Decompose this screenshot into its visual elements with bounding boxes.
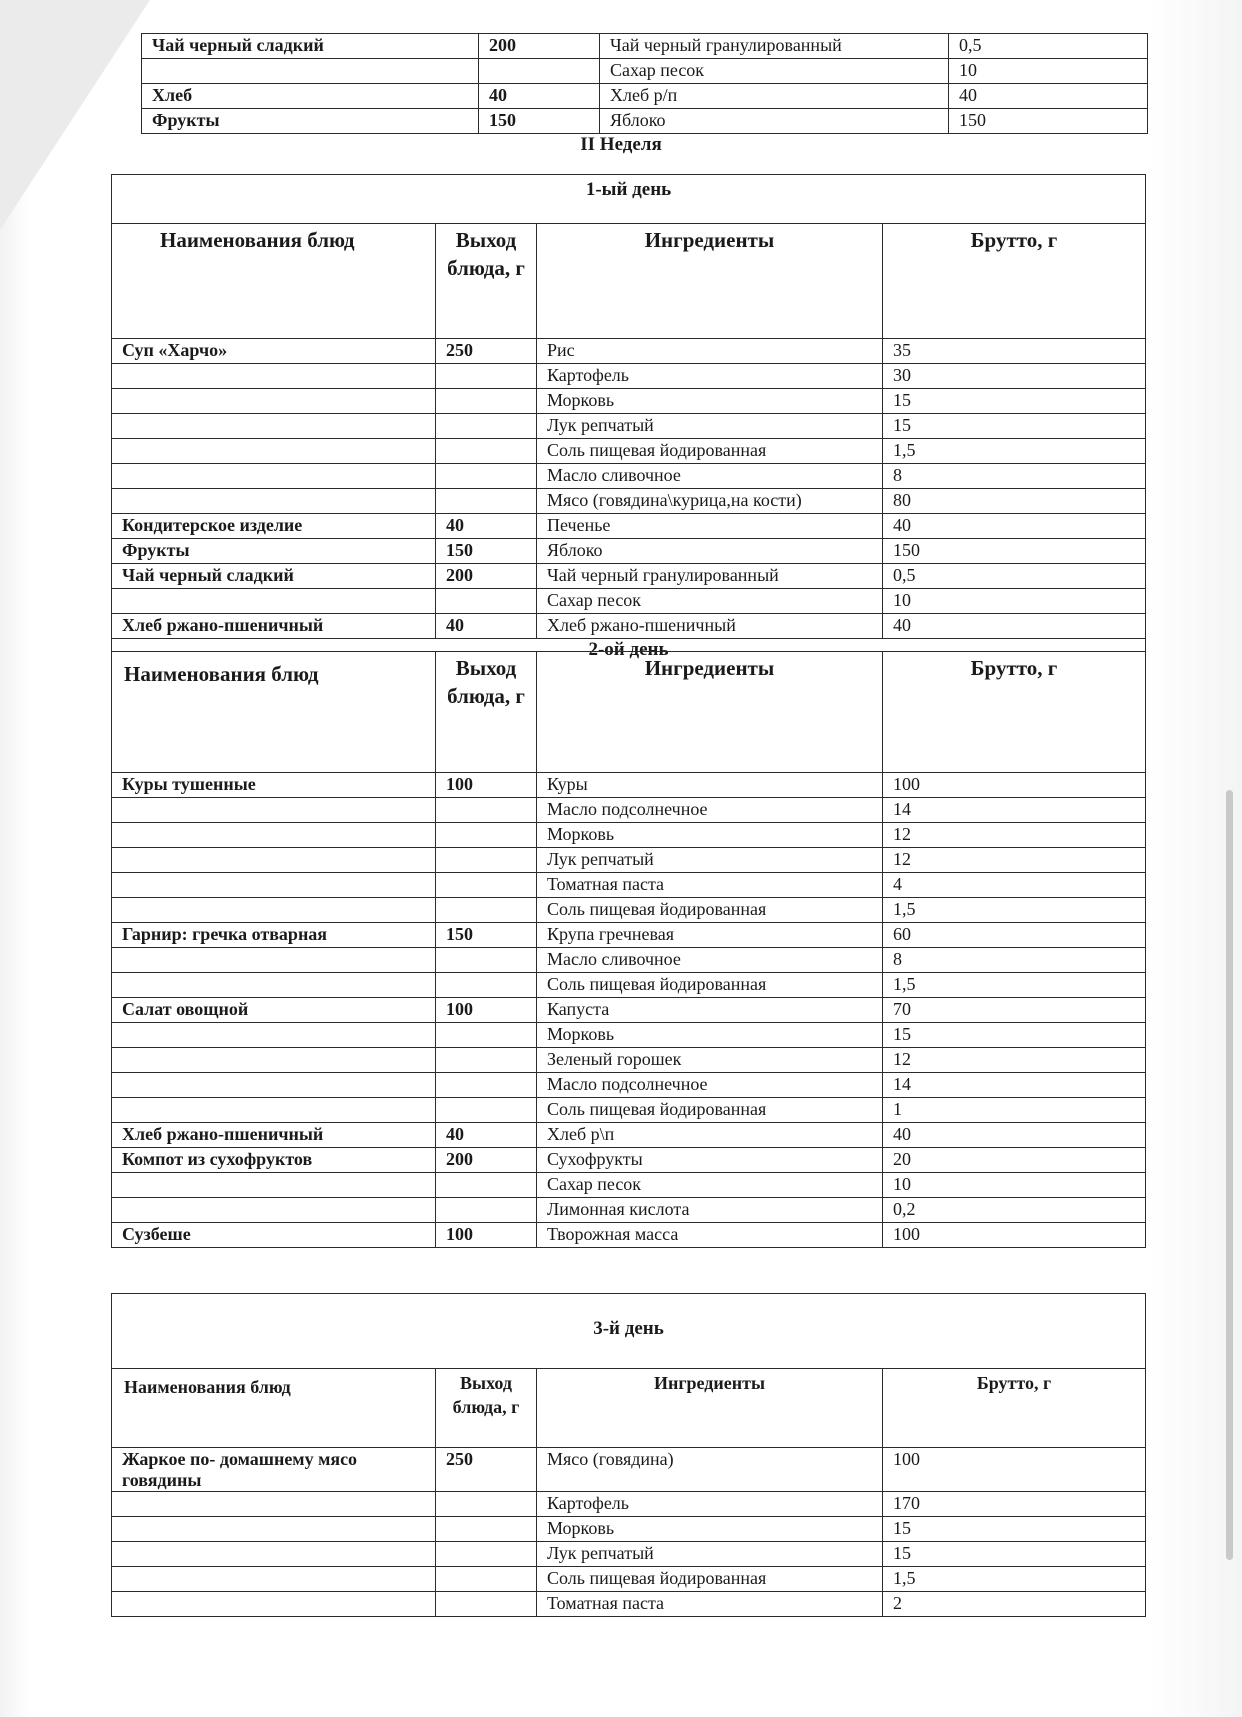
header-yield: Выход блюда, г xyxy=(436,224,537,339)
dish-cell: Компот из сухофруктов xyxy=(112,1148,436,1173)
gross-cell: 8 xyxy=(883,948,1146,973)
dish-cell: Хлеб ржано-пшеничный xyxy=(112,1123,436,1148)
dish-cell xyxy=(112,1517,436,1542)
day-1-table xyxy=(111,174,1146,669)
dish-cell xyxy=(112,1492,436,1517)
yield-cell xyxy=(436,364,537,389)
ingredient-cell: Хлеб р/п xyxy=(600,84,949,109)
table-row xyxy=(112,489,1146,514)
dish-cell: Жаркое по- домашнему мясо говядины xyxy=(112,1448,436,1492)
day-title: 2-ой день xyxy=(112,639,1146,670)
gross-cell: 20 xyxy=(883,1148,1146,1173)
yield-cell: 200 xyxy=(436,1148,537,1173)
yield-cell xyxy=(436,1198,537,1223)
table-row xyxy=(142,34,1148,59)
table-row xyxy=(112,1098,1146,1123)
ingredient-cell: Соль пищевая йодированная xyxy=(537,898,883,923)
yield-cell xyxy=(436,464,537,489)
gross-cell: 12 xyxy=(883,1048,1146,1073)
table-row xyxy=(112,948,1146,973)
table-row xyxy=(112,1517,1146,1542)
table-row xyxy=(112,614,1146,639)
yield-cell xyxy=(436,439,537,464)
yield-cell: 250 xyxy=(436,339,537,364)
yield-cell xyxy=(436,1517,537,1542)
table-row xyxy=(112,1048,1146,1073)
ingredient-cell: Хлеб р\п xyxy=(537,1123,883,1148)
table-row xyxy=(112,1198,1146,1223)
table-row xyxy=(112,514,1146,539)
yield-cell: 40 xyxy=(436,614,537,639)
gross-cell: 15 xyxy=(883,1542,1146,1567)
carryover-table xyxy=(141,33,1148,134)
day-title: 1-ый день xyxy=(112,175,1146,224)
gross-cell: 14 xyxy=(883,1073,1146,1098)
yield-cell: 150 xyxy=(479,109,600,134)
dish-cell xyxy=(112,1567,436,1592)
yield-cell: 40 xyxy=(436,514,537,539)
ingredient-cell: Зеленый горошек xyxy=(537,1048,883,1073)
ingredient-cell: Масло сливочное xyxy=(537,948,883,973)
dish-cell: Хлеб xyxy=(142,84,479,109)
ingredient-cell: Сахар песок xyxy=(600,59,949,84)
yield-cell: 40 xyxy=(479,84,600,109)
dish-cell: Салат овощной xyxy=(112,998,436,1023)
gross-cell: 60 xyxy=(883,923,1146,948)
yield-cell xyxy=(436,589,537,614)
dish-cell: Кондитерское изделие xyxy=(112,514,436,539)
ingredient-cell: Сахар песок xyxy=(537,1173,883,1198)
ingredient-cell: Морковь xyxy=(537,1023,883,1048)
table-row xyxy=(112,439,1146,464)
ingredient-cell: Масло сливочное xyxy=(537,464,883,489)
gross-cell: 30 xyxy=(883,364,1146,389)
day-3-table xyxy=(111,1293,1146,1617)
gross-cell: 10 xyxy=(883,1173,1146,1198)
table-row xyxy=(112,464,1146,489)
dish-cell xyxy=(112,1048,436,1073)
gross-cell: 100 xyxy=(883,773,1146,798)
ingredient-cell: Яблоко xyxy=(600,109,949,134)
yield-cell: 250 xyxy=(436,1448,537,1492)
dish-cell: Сузбеше xyxy=(112,1223,436,1248)
ingredient-cell: Мясо (говядина) xyxy=(537,1448,883,1492)
header-dish: Наименования блюд xyxy=(112,652,436,773)
gross-cell: 40 xyxy=(949,84,1148,109)
dish-cell xyxy=(112,1592,436,1617)
dish-cell: Чай черный сладкий xyxy=(142,34,479,59)
header-ingredients: Ингредиенты xyxy=(537,1369,883,1448)
dish-cell: Фрукты xyxy=(142,109,479,134)
gross-cell: 14 xyxy=(883,798,1146,823)
dish-cell: Фрукты xyxy=(112,539,436,564)
dish-cell xyxy=(112,1542,436,1567)
gross-cell: 15 xyxy=(883,414,1146,439)
gross-cell: 1,5 xyxy=(883,973,1146,998)
ingredient-cell: Сахар песок xyxy=(537,589,883,614)
table-row xyxy=(142,84,1148,109)
ingredient-cell: Соль пищевая йодированная xyxy=(537,1098,883,1123)
gross-cell: 4 xyxy=(883,873,1146,898)
yield-cell xyxy=(436,848,537,873)
dish-cell: Суп «Харчо» xyxy=(112,339,436,364)
gross-cell: 15 xyxy=(883,1023,1146,1048)
yield-cell: 200 xyxy=(436,564,537,589)
gross-cell: 15 xyxy=(883,1517,1146,1542)
header-yield: Выход блюда, г xyxy=(436,1369,537,1448)
yield-cell xyxy=(436,1098,537,1123)
gross-cell: 1 xyxy=(883,1098,1146,1123)
table-row xyxy=(112,998,1146,1023)
yield-cell xyxy=(436,1592,537,1617)
header-ingredients: Ингредиенты xyxy=(537,652,883,773)
ingredient-cell: Чай черный гранулированный xyxy=(537,564,883,589)
ingredient-cell: Лук репчатый xyxy=(537,848,883,873)
gross-cell: 1,5 xyxy=(883,439,1146,464)
gross-cell: 40 xyxy=(883,514,1146,539)
table-row xyxy=(142,109,1148,134)
dish-cell: Хлеб ржано-пшеничный xyxy=(112,614,436,639)
table-row xyxy=(112,873,1146,898)
ingredient-cell: Лук репчатый xyxy=(537,1542,883,1567)
gross-cell: 0,5 xyxy=(949,34,1148,59)
ingredient-cell: Томатная паста xyxy=(537,1592,883,1617)
dish-cell xyxy=(112,464,436,489)
yield-cell xyxy=(436,414,537,439)
table-row xyxy=(112,1073,1146,1098)
ingredient-cell: Соль пищевая йодированная xyxy=(537,1567,883,1592)
ingredient-cell: Печенье xyxy=(537,514,883,539)
gross-cell: 10 xyxy=(883,589,1146,614)
dish-cell: Куры тушенные xyxy=(112,773,436,798)
table-row xyxy=(112,1592,1146,1617)
dish-cell xyxy=(112,364,436,389)
table-row xyxy=(112,1023,1146,1048)
table-row xyxy=(112,848,1146,873)
yield-cell xyxy=(436,898,537,923)
gross-cell: 80 xyxy=(883,489,1146,514)
dish-cell xyxy=(112,873,436,898)
gross-cell: 0,2 xyxy=(883,1198,1146,1223)
ingredient-cell: Картофель xyxy=(537,364,883,389)
ingredient-cell: Куры xyxy=(537,773,883,798)
table-row xyxy=(112,798,1146,823)
gross-cell: 150 xyxy=(883,539,1146,564)
gross-cell: 1,5 xyxy=(883,898,1146,923)
gross-cell: 70 xyxy=(883,998,1146,1023)
ingredient-cell: Масло подсолнечное xyxy=(537,798,883,823)
gross-cell: 12 xyxy=(883,848,1146,873)
table-row xyxy=(112,539,1146,564)
yield-cell: 100 xyxy=(436,1223,537,1248)
yield-cell xyxy=(436,948,537,973)
ingredient-cell: Яблоко xyxy=(537,539,883,564)
header-gross: Брутто, г xyxy=(883,1369,1146,1448)
ingredient-cell: Морковь xyxy=(537,1517,883,1542)
table-row xyxy=(142,59,1148,84)
header-ingredients: Ингредиенты xyxy=(537,224,883,339)
gross-cell: 40 xyxy=(883,1123,1146,1148)
dish-cell xyxy=(112,798,436,823)
gross-cell: 10 xyxy=(949,59,1148,84)
ingredient-cell: Томатная паста xyxy=(537,873,883,898)
gross-cell: 100 xyxy=(883,1223,1146,1248)
table-row xyxy=(112,1173,1146,1198)
dish-cell: Чай черный сладкий xyxy=(112,564,436,589)
yield-cell xyxy=(436,489,537,514)
header-dish: Наименования блюд xyxy=(112,224,436,339)
ingredient-cell: Соль пищевая йодированная xyxy=(537,439,883,464)
ingredient-cell: Масло подсолнечное xyxy=(537,1073,883,1098)
dish-cell: Гарнир: гречка отварная xyxy=(112,923,436,948)
header-gross: Брутто, г xyxy=(883,224,1146,339)
dish-cell xyxy=(142,59,479,84)
yield-cell xyxy=(436,973,537,998)
yield-cell xyxy=(436,1567,537,1592)
week-title: II Неделя xyxy=(580,134,662,155)
header-gross: Брутто, г xyxy=(883,652,1146,773)
yield-cell: 100 xyxy=(436,998,537,1023)
yield-cell xyxy=(436,1173,537,1198)
dish-cell xyxy=(112,1198,436,1223)
table-row xyxy=(112,1492,1146,1517)
ingredient-cell: Морковь xyxy=(537,823,883,848)
gross-cell: 35 xyxy=(883,339,1146,364)
dish-cell xyxy=(112,1173,436,1198)
ingredient-cell: Чай черный гранулированный xyxy=(600,34,949,59)
day-title: 3-й день xyxy=(112,1294,1146,1369)
ingredient-cell: Сухофрукты xyxy=(537,1148,883,1173)
yield-cell: 100 xyxy=(436,773,537,798)
ingredient-cell: Капуста xyxy=(537,998,883,1023)
dish-cell xyxy=(112,414,436,439)
gross-cell: 150 xyxy=(949,109,1148,134)
yield-cell xyxy=(436,873,537,898)
day-2-table xyxy=(111,651,1146,1248)
table-row xyxy=(112,1123,1146,1148)
table-row xyxy=(112,389,1146,414)
table-row xyxy=(112,898,1146,923)
yield-cell xyxy=(436,1492,537,1517)
table-row xyxy=(112,1542,1146,1567)
dish-cell xyxy=(112,898,436,923)
dish-cell xyxy=(112,439,436,464)
dish-cell xyxy=(112,389,436,414)
dish-cell xyxy=(112,823,436,848)
gross-cell: 40 xyxy=(883,614,1146,639)
dish-cell xyxy=(112,1023,436,1048)
ingredient-cell: Хлеб ржано-пшеничный xyxy=(537,614,883,639)
gross-cell: 8 xyxy=(883,464,1146,489)
table-row xyxy=(112,823,1146,848)
ingredient-cell: Лук репчатый xyxy=(537,414,883,439)
gross-cell: 2 xyxy=(883,1592,1146,1617)
table-row xyxy=(112,1223,1146,1248)
header-dish: Наименования блюд xyxy=(112,1369,436,1448)
dish-cell xyxy=(112,589,436,614)
ingredient-cell: Крупа гречневая xyxy=(537,923,883,948)
gross-cell: 15 xyxy=(883,389,1146,414)
ingredient-cell: Соль пищевая йодированная xyxy=(537,973,883,998)
yield-cell: 200 xyxy=(479,34,600,59)
ingredient-cell: Картофель xyxy=(537,1492,883,1517)
gross-cell: 100 xyxy=(883,1448,1146,1492)
table-row xyxy=(112,564,1146,589)
table-row xyxy=(112,973,1146,998)
gross-cell: 0,5 xyxy=(883,564,1146,589)
dish-cell xyxy=(112,1073,436,1098)
gross-cell: 12 xyxy=(883,823,1146,848)
dish-cell xyxy=(112,489,436,514)
yield-cell xyxy=(436,798,537,823)
gross-cell: 1,5 xyxy=(883,1567,1146,1592)
yield-cell xyxy=(479,59,600,84)
table-row xyxy=(112,589,1146,614)
yield-cell xyxy=(436,1542,537,1567)
table-row xyxy=(112,1148,1146,1173)
dish-cell xyxy=(112,848,436,873)
yield-cell xyxy=(436,1048,537,1073)
dish-cell xyxy=(112,948,436,973)
ingredient-cell: Лимонная кислота xyxy=(537,1198,883,1223)
ingredient-cell: Творожная масса xyxy=(537,1223,883,1248)
table-row xyxy=(112,364,1146,389)
dish-cell xyxy=(112,973,436,998)
table-row xyxy=(112,1448,1146,1492)
table-row xyxy=(112,339,1146,364)
yield-cell xyxy=(436,823,537,848)
gross-cell: 170 xyxy=(883,1492,1146,1517)
dish-cell xyxy=(112,1098,436,1123)
ingredient-cell: Рис xyxy=(537,339,883,364)
yield-cell: 150 xyxy=(436,539,537,564)
header-yield: Выход блюда, г xyxy=(436,652,537,773)
table-row xyxy=(112,1567,1146,1592)
ingredient-cell: Мясо (говядина\курица,на кости) xyxy=(537,489,883,514)
yield-cell: 40 xyxy=(436,1123,537,1148)
yield-cell: 150 xyxy=(436,923,537,948)
table-row xyxy=(112,923,1146,948)
yield-cell xyxy=(436,1023,537,1048)
table-row xyxy=(112,414,1146,439)
scrollbar[interactable] xyxy=(1226,790,1233,1560)
ingredient-cell: Морковь xyxy=(537,389,883,414)
yield-cell xyxy=(436,389,537,414)
table-row xyxy=(112,773,1146,798)
yield-cell xyxy=(436,1073,537,1098)
